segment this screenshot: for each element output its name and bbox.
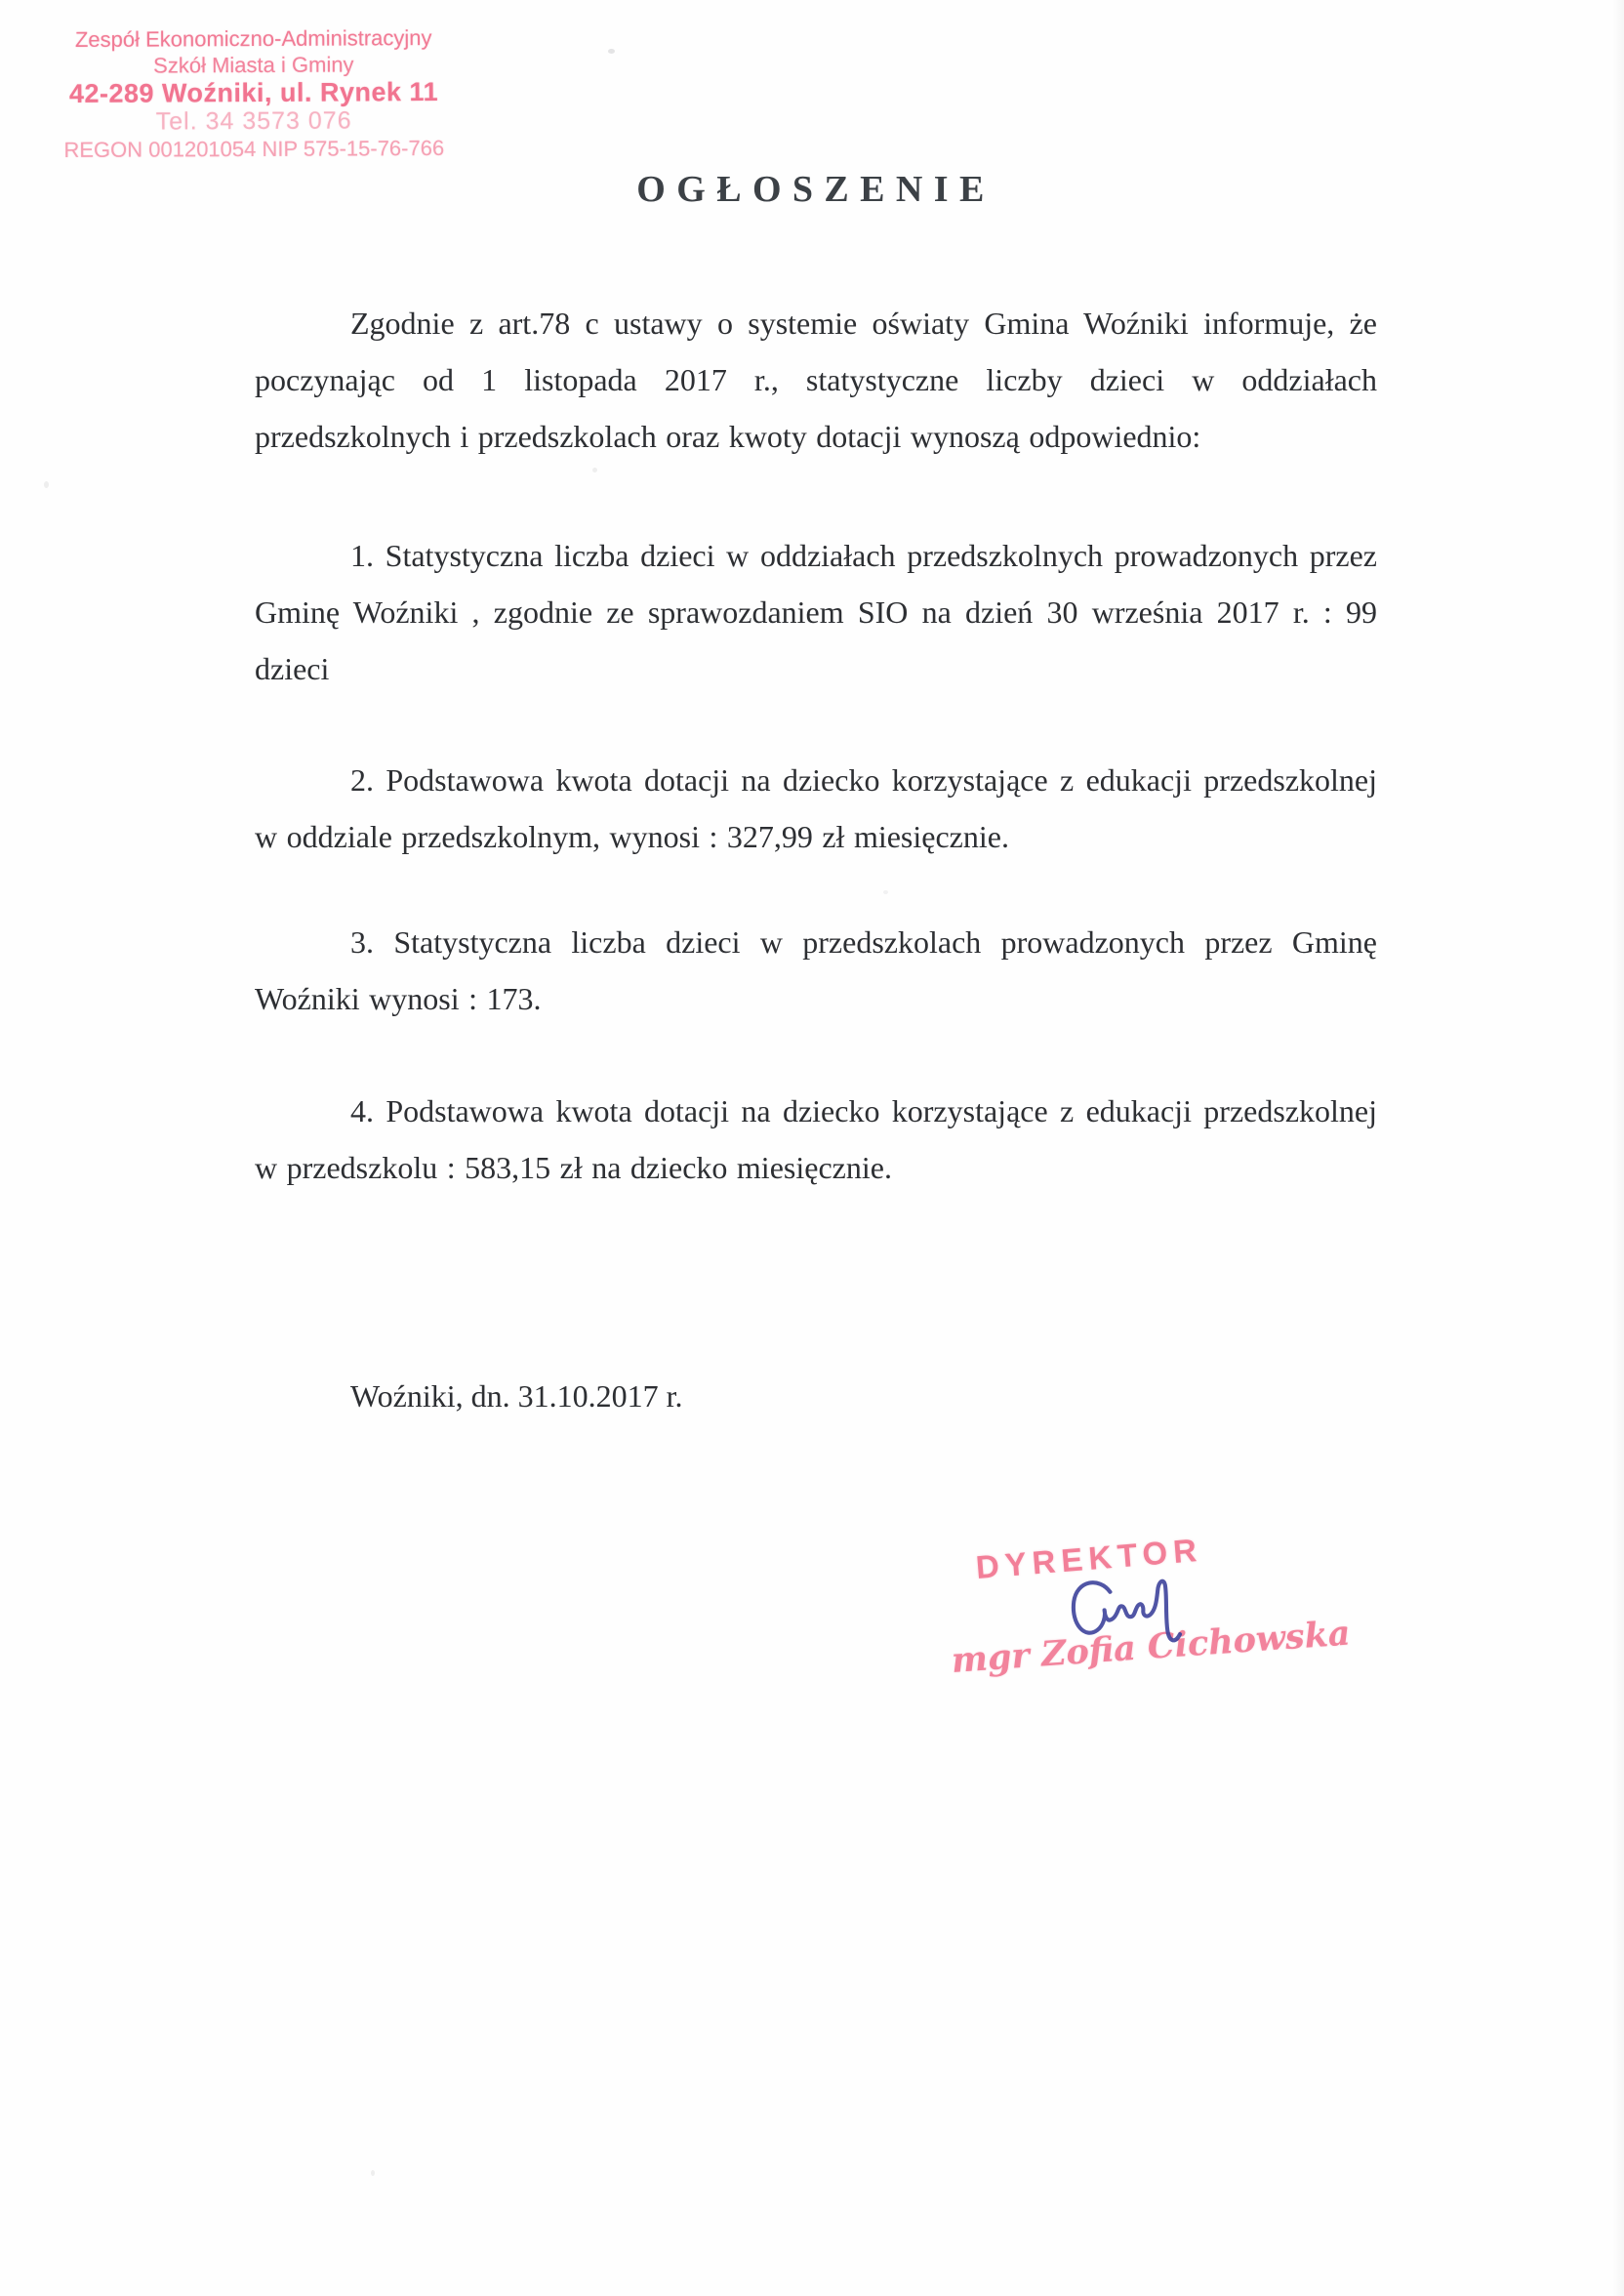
office-stamp-line: REGON 001201054 NIP 575-15-76-766 bbox=[63, 135, 445, 163]
place-date-line: Woźniki, dn. 31.10.2017 r. bbox=[350, 1378, 683, 1414]
document-body bbox=[255, 0, 1377, 1424]
office-stamp-line: Zespół Ekonomiczno-Administracyjny bbox=[74, 25, 432, 52]
signature-block bbox=[950, 1531, 1352, 1703]
office-stamp-line: 42-289 Woźniki, ul. Rynek 11 bbox=[68, 77, 439, 108]
scan-speck bbox=[371, 2170, 375, 2176]
signature-ink bbox=[1052, 1564, 1197, 1668]
signature-stroke bbox=[1072, 1576, 1181, 1649]
intro-paragraph: Zgodnie z art.78 c ustawy o systemie oświaty Gmina Woźniki informuje, że poczynając od 1 listopada 2017 r., statystyczne liczby dzieci w oddziałach przedszkolnych i przedszkolach oraz kwoty dotacji wynoszą odpowiednio: bbox=[255, 306, 1377, 454]
announcement-item: 1. Statystyczna liczba dzieci w oddziałach przedszkolnych prowadzonych przez Gminę Woźniki , zgodnie ze sprawozdaniem SIO na dzień 30 września 2017 r. : 99 dzieci bbox=[255, 538, 1377, 686]
director-name-stamp: mgr Zofia Cichowska bbox=[950, 1613, 1352, 1681]
office-stamp-line: Tel. 34 3573 076 bbox=[155, 106, 352, 136]
announcement-item: 2. Podstawowa kwota dotacji na dziecko korzystające z edukacji przedszkolnej w oddziale przedszkolnym, wynosi : 327,99 zł miesięcznie. bbox=[255, 762, 1377, 854]
page-title: OGŁOSZENIE bbox=[636, 169, 995, 210]
scan-speck bbox=[44, 481, 49, 488]
director-role-stamp: DYREKTOR bbox=[974, 1531, 1204, 1585]
announcement-item: 4. Podstawowa kwota dotacji na dziecko korzystające z edukacji przedszkolnej w przedszkolu : 583,15 zł na dziecko miesięcznie. bbox=[255, 1093, 1377, 1185]
announcement-item: 3. Statystyczna liczba dzieci w przedszkolach prowadzonych przez Gminę Woźniki wynosi : 173. bbox=[255, 924, 1377, 1016]
office-stamp-line: Szkół Miasta i Gminy bbox=[153, 52, 354, 78]
